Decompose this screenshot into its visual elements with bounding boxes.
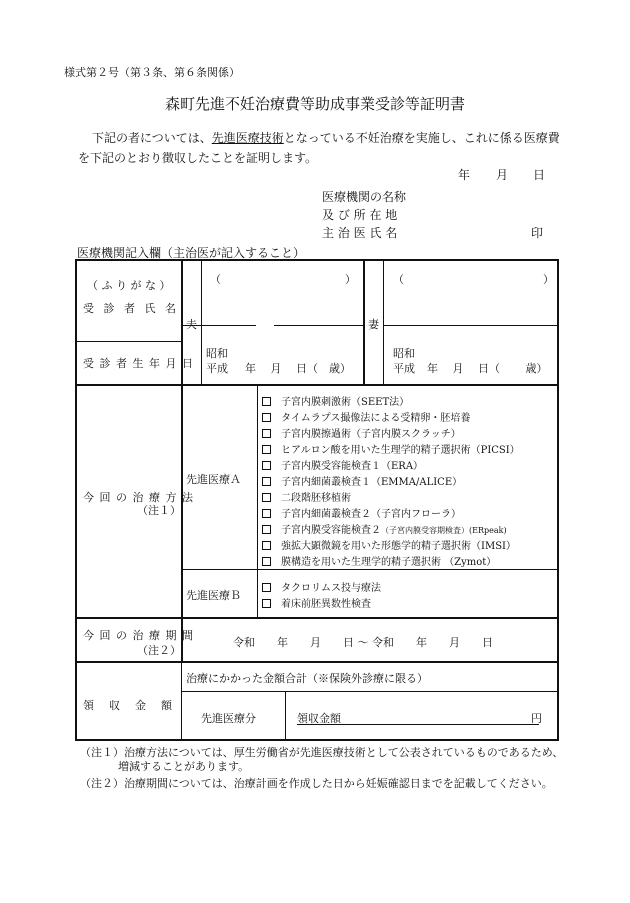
table-caption: 医療機関記入欄（主治医が記入すること） (77, 246, 306, 260)
checkbox-icon (262, 397, 271, 406)
wife-furigana-open: （ (393, 273, 404, 286)
fee-total-label: 治療にかかった金額合計（※保険外診療に限る） (186, 672, 428, 685)
line (181, 569, 557, 570)
form-number: 様式第２号（第３条、第６条関係） (64, 66, 240, 79)
intro-underlined: 先進医療技術 (211, 131, 284, 145)
line (257, 384, 258, 617)
option-b1[interactable]: タクロリムス投与療法 (262, 579, 381, 594)
husband-furigana-open: （ (210, 273, 221, 286)
checkbox-icon (262, 599, 271, 608)
checkbox-icon (262, 429, 271, 438)
option-a7[interactable]: 二段階胚移植術 (262, 489, 351, 504)
checkbox-icon (262, 541, 271, 550)
advanced-medicine-a-label: 先進医療Ａ (186, 473, 241, 486)
option-a6[interactable]: 子宮内細菌叢検査１（EMMA/ALICE） (262, 473, 462, 488)
husband-furigana-close: ） (345, 273, 356, 286)
furigana-label: （ ふ り が な ） (87, 279, 171, 292)
yen-unit: 円 (531, 712, 542, 725)
line (77, 341, 181, 342)
doctor-name-label: 主 治 医 氏 名 (322, 226, 398, 240)
option-b2[interactable]: 着床前胚異数性検査 (262, 595, 371, 610)
fee-advanced-label: 先進医療分 (201, 712, 256, 725)
intro-part1: 下記の者については、 (92, 131, 212, 145)
line (201, 261, 202, 384)
husband-label: 夫 (186, 318, 197, 331)
note-2: （注２）治療期間については、治療計画を作成した日から妊娠確認日までを記載してください。 (80, 777, 553, 790)
wife-birth-date: 年 月 日（ 歳） (427, 362, 548, 375)
advanced-medicine-b-label: 先進医療Ｂ (186, 589, 241, 602)
line (285, 691, 286, 739)
checkbox-icon (262, 525, 271, 534)
date-month: 月 (496, 168, 509, 182)
treatment-method-label: 今 回 の 治 療 方 法 (83, 491, 194, 504)
wife-furigana-close: ） (543, 273, 554, 286)
wife-era-heisei: 平成 (393, 362, 415, 375)
checkbox-icon (262, 583, 271, 592)
patient-name-label: 受 診 者 氏 名 (83, 302, 179, 315)
line (181, 691, 557, 692)
line (77, 661, 557, 663)
checkbox-icon (262, 509, 271, 518)
institution-address-label: 及 び 所 在 地 (322, 208, 398, 222)
option-a10[interactable]: 強拡大顕微鏡を用いた形態学的精子選択術（IMSI） (262, 537, 516, 552)
option-a3[interactable]: 子宮内膜擦過術（子宮内膜スクラッチ） (262, 425, 461, 440)
fee-underline (297, 724, 539, 725)
checkbox-icon (262, 493, 271, 502)
husband-birth-date: 年 月 日（ 歳） (245, 362, 351, 375)
checkbox-icon (262, 557, 271, 566)
checkbox-icon (262, 461, 271, 470)
birth-date-label: 受 診 者 生 年 月 日 (83, 357, 194, 370)
treatment-period-value: 令和 年 月 日 ～ 令和 年 月 日 (233, 636, 493, 649)
treatment-period-label: 今 回 の 治 療 期 間 (83, 629, 194, 642)
intro-part2: となっている不妊治療を実施し、これに係る医療費を下記のとおり徴収したことを証明します。 (78, 131, 560, 165)
institution-name-label: 医療機関の名称 (322, 190, 407, 204)
option-a11[interactable]: 膜構造を用いた生理学的精子選択術 （Zymot） (262, 553, 496, 568)
seal-mark: 印 (531, 226, 544, 240)
husband-era-heisei: 平成 (206, 362, 228, 375)
line (181, 261, 183, 661)
treatment-method-note: （注１） (137, 504, 181, 517)
line (383, 261, 384, 384)
option-a5[interactable]: 子宮内膜受容能検査１（ERA） (262, 457, 423, 472)
wife-era-showa: 昭和 (393, 347, 415, 360)
certificate-table (75, 259, 559, 741)
date-day: 日 (533, 168, 546, 182)
date-year: 年 (458, 168, 471, 182)
checkbox-icon (262, 413, 271, 422)
note-1-cont: 増減することがあります。 (118, 760, 250, 773)
line (77, 384, 557, 386)
treatment-period-note: （注２） (137, 644, 181, 657)
document-title: 森町先進不妊治療費等助成事業受診等証明書 (164, 95, 465, 113)
option-a8[interactable]: 子宮内細菌叢検査２（子宮内フローラ） (262, 505, 461, 520)
checkbox-icon (262, 477, 271, 486)
option-a9[interactable]: 子宮内膜受容能検査２（子宮内膜受容期検査）(ERpeak) (262, 521, 507, 536)
line (274, 325, 363, 326)
checkbox-icon (262, 445, 271, 454)
line (77, 617, 557, 619)
fee-received-label: 領収金額 (297, 712, 341, 725)
note-1: （注１）治療方法については、厚生労働省が先進医療技術として公表されているものであるため、 (80, 746, 564, 759)
option-a1[interactable]: 子宮内膜刺激術（SEET法） (262, 393, 409, 408)
husband-era-showa: 昭和 (206, 347, 228, 360)
line (363, 261, 365, 384)
line (383, 325, 557, 326)
wife-label: 妻 (368, 318, 379, 331)
fee-label: 領 収 金 額 (83, 699, 174, 712)
option-a2[interactable]: タイムラプス撮像法による受精卵・胚培養 (262, 409, 470, 424)
option-a4[interactable]: ヒアルロン酸を用いた生理学的精子選択術（PICSI） (262, 441, 520, 456)
intro-text (78, 128, 568, 168)
line (181, 661, 182, 739)
